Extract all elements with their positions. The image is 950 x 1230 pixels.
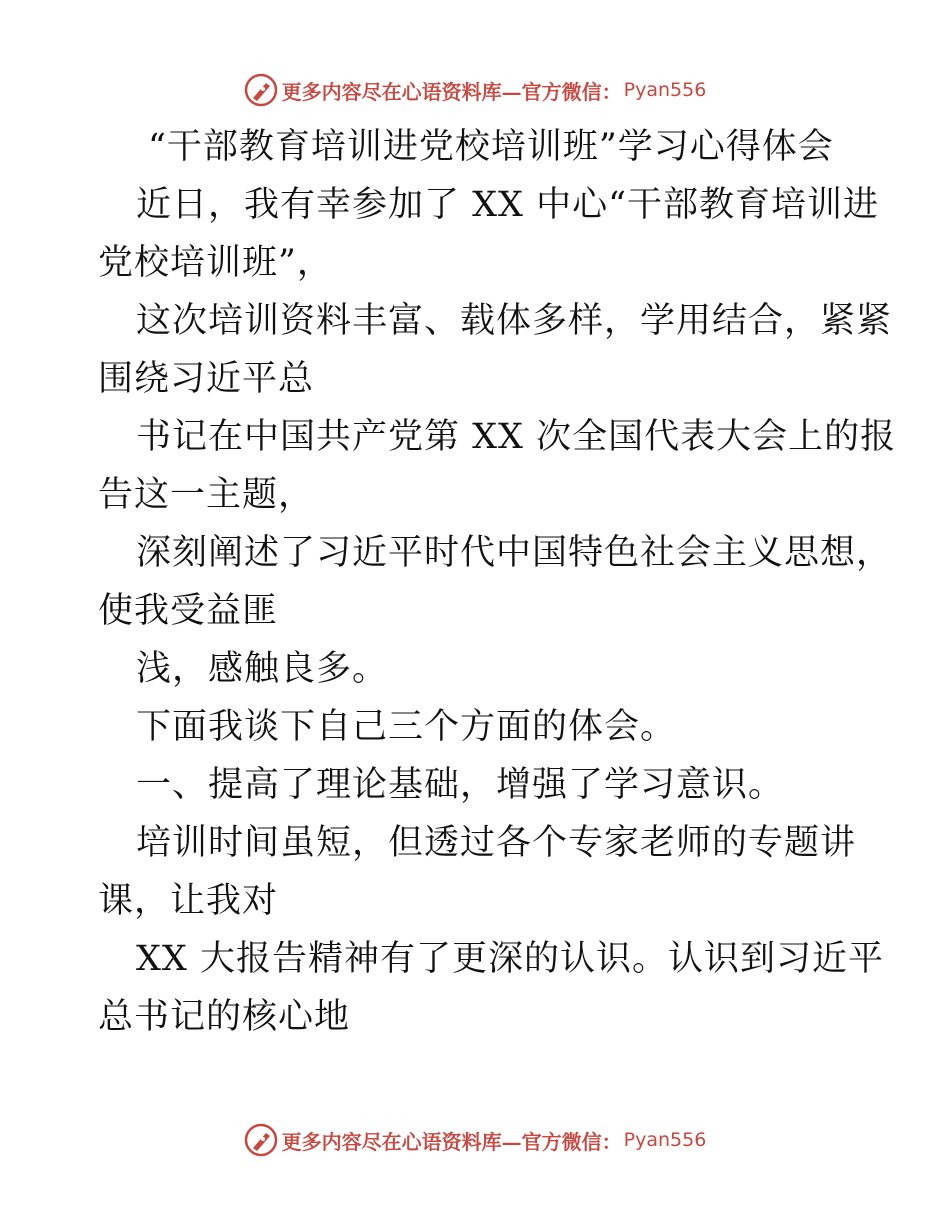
- header-banner-text: 更多内容尽在心语资料库—官方微信：: [281, 79, 622, 104]
- header-banner: [0, 70, 950, 110]
- paragraph-line: 告这一主题，: [98, 475, 315, 515]
- paragraph-line: 课，让我对: [98, 881, 279, 921]
- document-title: “干部教育培训进党校培训班”学习心得体会: [148, 127, 834, 167]
- footer-banner: [0, 1120, 950, 1160]
- paragraph-line: 总书记的核心地: [98, 997, 351, 1037]
- paragraph-line: XX 大报告精神有了更深的认识。认识到习近平: [136, 939, 884, 979]
- paragraph-line: 党校培训班”，: [98, 243, 333, 283]
- paragraph-line: 这次培训资料丰富、载体多样，学用结合，紧紧: [136, 301, 893, 341]
- footer-wechat-id: Pyan556: [623, 1129, 707, 1151]
- document-body: [98, 118, 897, 1046]
- pen-nib-logo-icon: [244, 73, 278, 107]
- paragraph-line: 书记在中国共产党第 XX 次全国代表大会上的报: [136, 417, 897, 457]
- section-heading: 一、提高了理论基础，增强了学习意识。: [136, 765, 785, 805]
- paragraph-line: 浅，感触良多。: [136, 649, 389, 689]
- paragraph-line: 下面我谈下自己三个方面的体会。: [136, 707, 677, 747]
- footer-banner-text: 更多内容尽在心语资料库—官方微信：: [281, 1129, 622, 1154]
- paragraph-line: 使我受益匪: [98, 591, 279, 631]
- pen-nib-logo-icon: [244, 1123, 278, 1157]
- paragraph-line: 深刻阐述了习近平时代中国特色社会主义思想，: [136, 533, 893, 573]
- header-wechat-id: Pyan556: [623, 79, 707, 101]
- paragraph-line: 近日，我有幸参加了 XX 中心“干部教育培训进: [136, 185, 879, 225]
- paragraph-line: 围绕习近平总: [98, 359, 315, 399]
- paragraph-line: 培训时间虽短，但透过各个专家老师的专题讲: [136, 823, 857, 863]
